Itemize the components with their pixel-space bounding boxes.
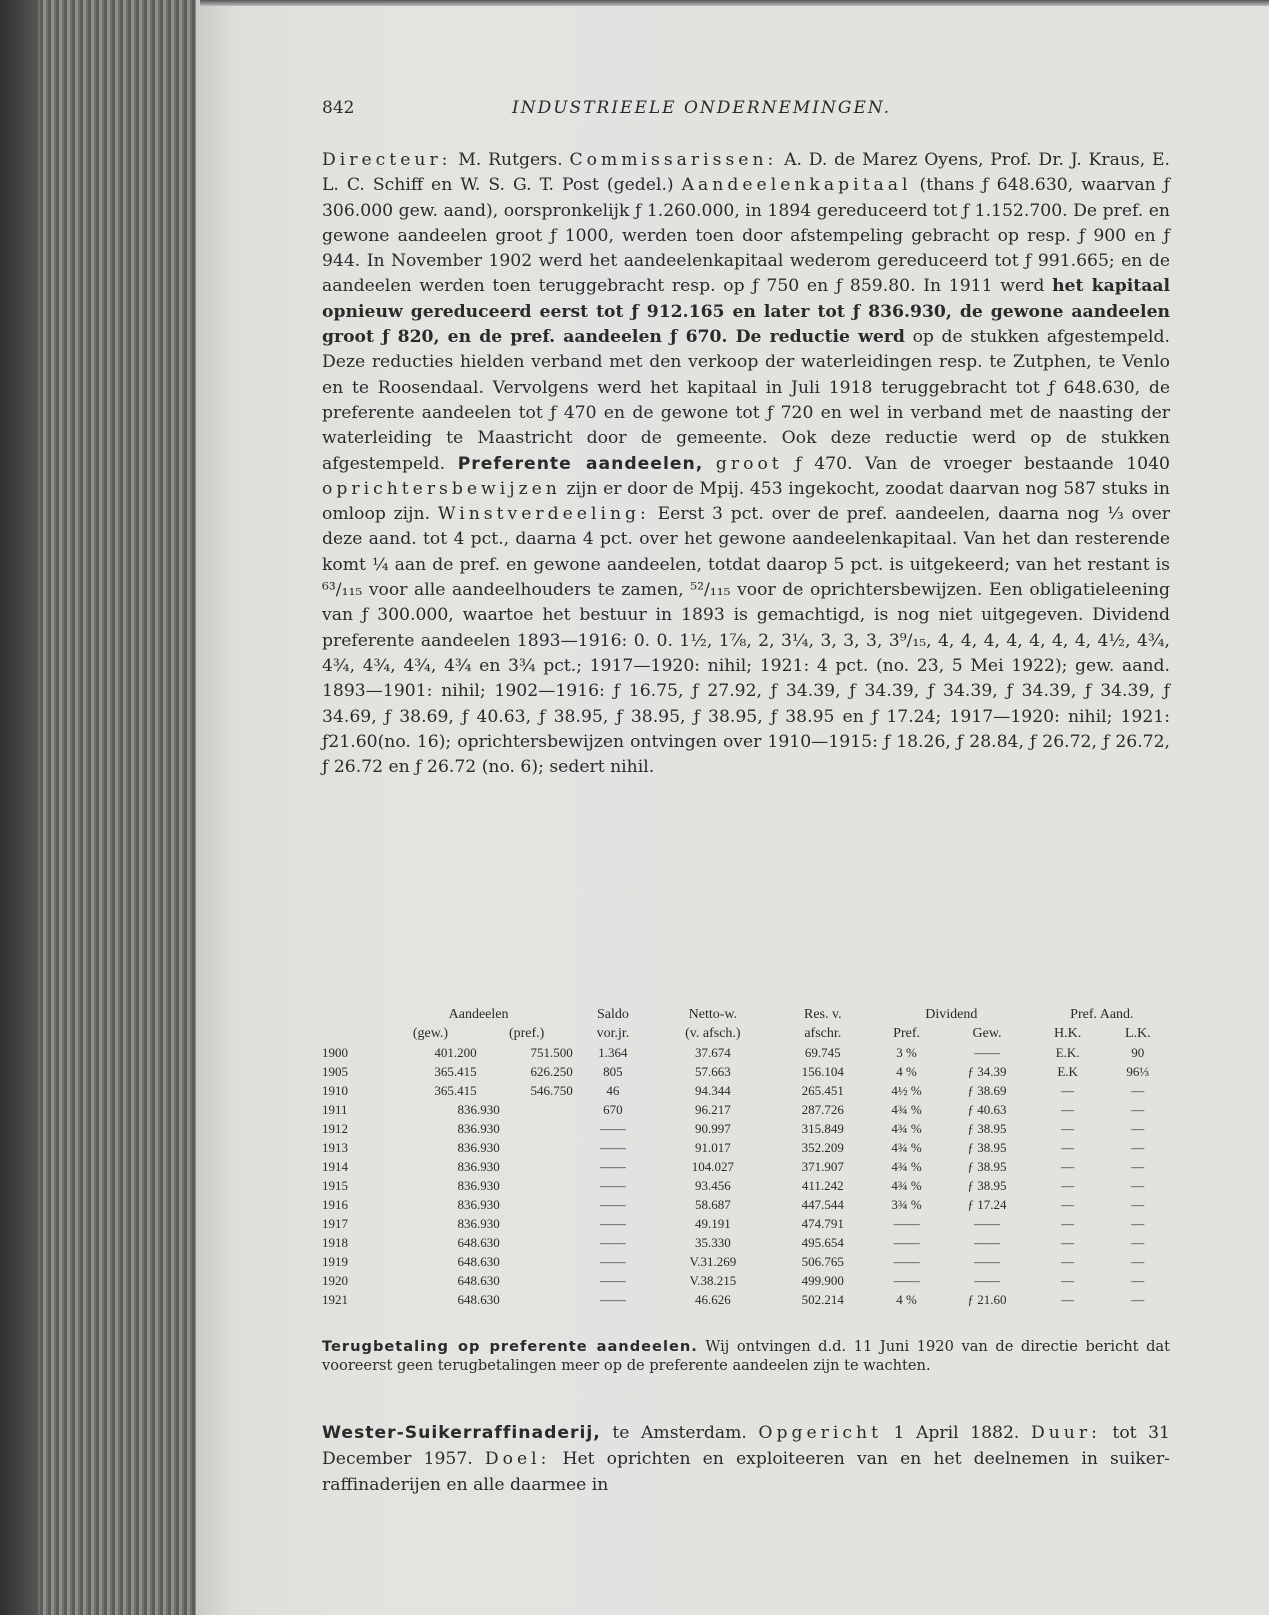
text-run: M. Rutgers. xyxy=(451,150,570,170)
table-cell: 90 xyxy=(1131,1045,1145,1060)
next-entry-paragraph xyxy=(322,1420,1170,1498)
table-row xyxy=(320,1252,1172,1271)
table-cell: 1916 xyxy=(322,1197,348,1212)
page-number: 842 xyxy=(322,98,355,118)
table-cell: 626.250 xyxy=(530,1064,573,1079)
table-cell: — xyxy=(1131,1254,1145,1269)
table-cell: 1919 xyxy=(322,1254,348,1269)
table-cell: —— xyxy=(893,1254,920,1269)
table-cell: 96.217 xyxy=(694,1102,731,1117)
table-cell: 1917 xyxy=(322,1216,348,1231)
table-cell: 1911 xyxy=(322,1102,348,1117)
table-cell: E.K xyxy=(1057,1064,1078,1079)
table-cell: 96⅓ xyxy=(1126,1064,1150,1079)
text-run: Preferente aandeelen, xyxy=(457,453,704,474)
table-cell: 401.200 xyxy=(434,1045,477,1060)
table-cell: 648.630 xyxy=(457,1273,500,1288)
table-cell: 836.930 xyxy=(457,1216,500,1231)
table-cell: 90.997 xyxy=(694,1121,731,1136)
table-cell: — xyxy=(1131,1140,1145,1155)
table-cell: — xyxy=(1061,1121,1075,1136)
table-cell: 495.654 xyxy=(801,1235,844,1250)
table-cell: 648.630 xyxy=(457,1235,500,1250)
table-cell: 648.630 xyxy=(457,1254,500,1269)
text-run: tot 31 December 1957. xyxy=(322,1423,1170,1469)
running-title: INDUSTRIEELE ONDERNEMINGEN. xyxy=(512,98,892,118)
table-cell: 4¾ % xyxy=(891,1121,922,1136)
table-cell: ƒ 17.24 xyxy=(967,1197,1007,1212)
table-cell: 4¾ % xyxy=(891,1102,922,1117)
table-cell: 474.791 xyxy=(801,1216,844,1231)
text-run: ƒ 470. Van de vroeger bestaande 1040 xyxy=(782,453,1170,474)
text-run: Commissarissen: xyxy=(569,150,778,170)
table-cell: —— xyxy=(974,1235,1001,1250)
table-cell: 805 xyxy=(603,1064,623,1079)
text-run xyxy=(703,454,716,474)
table-cell: — xyxy=(1131,1159,1145,1174)
subheader-hk: H.K. xyxy=(1054,1026,1082,1041)
text-run: Directeur: xyxy=(322,150,452,170)
table-cell: 1913 xyxy=(322,1140,348,1155)
table-cell: — xyxy=(1061,1197,1075,1212)
table-cell: 365.415 xyxy=(434,1064,477,1079)
subheader-div-pref: Pref. xyxy=(893,1026,920,1041)
table-cell: — xyxy=(1061,1216,1075,1231)
table-cell: —— xyxy=(599,1159,626,1174)
table-cell: —— xyxy=(893,1216,920,1231)
table-cell: — xyxy=(1131,1083,1145,1098)
table-cell: E.K. xyxy=(1055,1045,1080,1060)
table-cell: 35.330 xyxy=(694,1235,731,1250)
table-cell: 4¾ % xyxy=(891,1178,922,1193)
table-cell: 751.500 xyxy=(530,1045,573,1060)
text-run: Wester-Suikerraffinaderij, xyxy=(322,1423,601,1443)
text-run: het kapitaal opnieuw gereduceerd eerst tot ƒ 912.165 en later tot ƒ 836.930, de gewone aandeelen groot ƒ 820, en de pref. aandeelen ƒ 670. De reductie werd xyxy=(322,276,1170,348)
table-cell: 49.191 xyxy=(694,1216,731,1231)
table-cell: — xyxy=(1061,1178,1075,1193)
table-cell: 4½ % xyxy=(891,1083,922,1098)
table-row xyxy=(320,1157,1172,1176)
subheader-vorjr: vor.jr. xyxy=(596,1026,630,1041)
table-cell: 1915 xyxy=(322,1178,348,1193)
table-row xyxy=(320,1138,1172,1157)
note-paragraph xyxy=(322,1337,1170,1375)
table-row xyxy=(320,1233,1172,1252)
text-run: Duur: xyxy=(1030,1423,1101,1443)
financial-table xyxy=(320,1005,1172,1309)
text-run: zijn er door de Mpij. 453 ingekocht, zoodat daarvan nog 587 stuks in omloop zijn. xyxy=(322,478,1170,525)
text-run: te Amsterdam. xyxy=(600,1423,759,1443)
table-cell: 352.209 xyxy=(801,1140,844,1155)
table-cell: 1905 xyxy=(322,1064,348,1079)
table-cell: — xyxy=(1131,1292,1145,1307)
table-cell: — xyxy=(1061,1235,1075,1250)
table-cell: 836.930 xyxy=(457,1178,500,1193)
table-cell: —— xyxy=(599,1235,626,1250)
table-cell: 4 % xyxy=(896,1064,917,1079)
table-row xyxy=(320,1062,1172,1081)
header-dividend: Dividend xyxy=(925,1007,978,1022)
text-run: Winstverdeeling: xyxy=(437,504,650,525)
table-cell: 1910 xyxy=(322,1083,348,1098)
subheader-lk: L.K. xyxy=(1124,1026,1151,1041)
table-cell: 3¾ % xyxy=(891,1197,922,1212)
table-cell: — xyxy=(1131,1235,1145,1250)
table-row xyxy=(320,1214,1172,1233)
text-run: (thans ƒ 648.630, waarvan ƒ 306.000 gew. aand), oorspronkelijk ƒ 1.260.000, in 1894 gereduceerd tot ƒ 1.152.700. De pref. en gewone aandeelen groot ƒ 1000, werden toen door afstempeling gebracht op resp. ƒ 900 en ƒ 944. In November 1902 werd het aandeelenkapitaal wederom gereduceerd tot ƒ 991.665; en de aandeelen werden toen teruggebracht resp. op ƒ 750 en ƒ 859.80. In 1911 werd xyxy=(322,175,1170,297)
table-cell: 4¾ % xyxy=(891,1140,922,1155)
table-row xyxy=(320,1290,1172,1309)
table-cell: 1914 xyxy=(322,1159,348,1174)
table-cell: 546.750 xyxy=(530,1083,573,1098)
text-run: op de stukken afgestempeld. Deze reducties hielden verband met den verkoop der waterleidingen resp. te Zutphen, te Venlo en te Roosendaal. Vervolgens werd het kapitaal in Juli 1918 teruggebracht tot ƒ 648.630, de preferente aandeelen tot ƒ 470 en de gewone tot ƒ 720 en wel in verband met de naasting der waterleiding te Maastricht door de gemeente. Ook deze reductie werd op de stukken afgestempeld. xyxy=(322,327,1170,474)
table-cell: —— xyxy=(599,1140,626,1155)
text-run: Aandeelenkapitaal xyxy=(681,175,912,196)
table-cell: 46.626 xyxy=(694,1292,731,1307)
table-subheader-row xyxy=(320,1024,1172,1043)
table-cell: ƒ 38.95 xyxy=(967,1178,1007,1193)
table-cell: 315.849 xyxy=(801,1121,844,1136)
next-company-entry xyxy=(322,1420,1170,1498)
table-cell: 836.930 xyxy=(457,1197,500,1212)
table-cell: —— xyxy=(893,1235,920,1250)
text-run: groot xyxy=(715,453,783,474)
table-cell: —— xyxy=(974,1254,1001,1269)
table-cell: 447.544 xyxy=(801,1197,844,1212)
table-cell: 91.017 xyxy=(694,1140,731,1155)
page-top-edge xyxy=(200,0,1269,6)
table-cell: —— xyxy=(974,1273,1001,1288)
table-cell: 836.930 xyxy=(457,1102,500,1117)
text-run: 1 April 1882. xyxy=(881,1423,1031,1443)
table-cell: — xyxy=(1131,1216,1145,1231)
table-cell: 46 xyxy=(606,1083,620,1098)
table-cell: 365.415 xyxy=(434,1083,477,1098)
book-spine-shadow xyxy=(0,0,38,1615)
table-cell: 3 % xyxy=(896,1045,917,1060)
table-cell: 670 xyxy=(603,1102,623,1117)
table-cell: 287.726 xyxy=(801,1102,844,1117)
text-run: Het oprichten en exploiteeren van en het deelnemen in suiker-raffinaderijen en alle daarmee in xyxy=(322,1449,1170,1495)
table-cell: ƒ 38.95 xyxy=(967,1140,1007,1155)
table-cell: — xyxy=(1131,1121,1145,1136)
table-cell: —— xyxy=(599,1178,626,1193)
table-cell: —— xyxy=(599,1197,626,1212)
table-cell: 1912 xyxy=(322,1121,348,1136)
table-cell: 94.344 xyxy=(694,1083,731,1098)
text-run: Doel: xyxy=(484,1449,551,1469)
table-cell: 836.930 xyxy=(457,1159,500,1174)
table-cell: —— xyxy=(599,1121,626,1136)
header-year xyxy=(320,1005,382,1024)
note-text: Wij ontvingen d.d. 11 Juni 1920 van de directie bericht dat vooreerst geen terugbetalingen meer op de preferente aandeelen zijn te wachten. xyxy=(322,1338,1170,1374)
table-cell: 502.214 xyxy=(801,1292,844,1307)
table-row xyxy=(320,1176,1172,1195)
table-cell: 1920 xyxy=(322,1273,348,1288)
table-cell: 104.027 xyxy=(691,1159,734,1174)
subheader-gew: (gew.) xyxy=(412,1026,449,1041)
table-cell: 69.745 xyxy=(804,1045,841,1060)
table-cell: ƒ 38.95 xyxy=(967,1121,1007,1136)
header-aandeelen: Aandeelen xyxy=(448,1007,509,1022)
header-netto: Netto-w. xyxy=(688,1007,738,1022)
text-run: A. D. de Marez Oyens, Prof. Dr. J. Kraus, E. L. C. Schiff en W. S. G. T. Post (gedel.) xyxy=(322,150,1171,196)
table-cell: — xyxy=(1061,1140,1075,1155)
table-cell: —— xyxy=(893,1273,920,1288)
table-cell: V.31.269 xyxy=(689,1254,737,1269)
repayment-note xyxy=(322,1337,1170,1375)
table-cell: — xyxy=(1061,1292,1075,1307)
subheader-div-gew: Gew. xyxy=(972,1026,1002,1041)
table-cell: —— xyxy=(599,1273,626,1288)
table-cell: —— xyxy=(599,1292,626,1307)
table-cell: 1900 xyxy=(322,1045,348,1060)
table-cell: —— xyxy=(974,1216,1001,1231)
text-run: Opgericht xyxy=(758,1423,882,1443)
table-cell: 93.456 xyxy=(694,1178,731,1193)
subheader-afschr: afschr. xyxy=(804,1026,842,1041)
table-cell: —— xyxy=(599,1254,626,1269)
table-body xyxy=(320,1043,1172,1309)
table-cell: ƒ 34.39 xyxy=(967,1064,1007,1079)
table-cell: 156.104 xyxy=(801,1064,844,1079)
table-cell: 499.900 xyxy=(801,1273,844,1288)
table-row xyxy=(320,1195,1172,1214)
table-cell: 371.907 xyxy=(801,1159,844,1174)
table-cell: — xyxy=(1061,1273,1075,1288)
header-saldo: Saldo xyxy=(596,1007,629,1022)
page-header xyxy=(322,98,1122,122)
table-cell: 1918 xyxy=(322,1235,348,1250)
table-row xyxy=(320,1271,1172,1290)
note-label: Terugbetaling op preferente aandeelen. xyxy=(322,1338,698,1355)
table-row xyxy=(320,1119,1172,1138)
table-row xyxy=(320,1100,1172,1119)
table-header-row xyxy=(320,1005,1172,1024)
subheader-pref: (pref.) xyxy=(508,1026,545,1041)
table-cell: 836.930 xyxy=(457,1140,500,1155)
table-cell: 648.630 xyxy=(457,1292,500,1307)
table-cell: ƒ 40.63 xyxy=(967,1102,1007,1117)
table-cell: ƒ 21.60 xyxy=(967,1292,1007,1307)
table-row xyxy=(320,1043,1172,1062)
header-pref-aand: Pref. Aand. xyxy=(1070,1007,1134,1022)
company-entry-body xyxy=(322,148,1170,780)
table-cell: — xyxy=(1131,1197,1145,1212)
subheader-afsch: (v. afsch.) xyxy=(685,1026,741,1041)
table-cell: ƒ 38.69 xyxy=(967,1083,1007,1098)
table-cell: — xyxy=(1061,1159,1075,1174)
table-cell: —— xyxy=(599,1216,626,1231)
table-cell: 4 % xyxy=(896,1292,917,1307)
table-cell: — xyxy=(1061,1083,1075,1098)
table-cell: — xyxy=(1061,1254,1075,1269)
table-cell: 1921 xyxy=(322,1292,348,1307)
subheader-year xyxy=(320,1024,382,1043)
table-cell: V.38.215 xyxy=(689,1273,737,1288)
table-cell: 58.687 xyxy=(694,1197,731,1212)
text-run: Eerst 3 pct. over de pref. aandeelen, daarna nog ⅓ over deze aand. tot 4 pct., daarna 4 pct. over het gewone aandeelenkapitaal. Van het dan resterende komt ¼ aan de pref. en gewone aandeelen, totdat daarop 5 pct. is uitgekeerd; van het restant is ⁶³/₁₁₅ voor alle aandeelhouders te zamen, ⁵²/₁₁₅ voor de oprichtersbewijzen. Een obligatieleening van ƒ 300.000, waartoe het bestuur in 1893 is gemachtigd, is nog niet uitgegeven. Dividend preferente aandeelen 1893—1916: 0. 0. 1½, 1⅞, 2, 3¼, 3, 3, 3, 3⁹/₁₅, 4, 4, 4, 4, 4, 4, 4, 4½, 4¾, 4¾, 4¾, 4¾, 4¾ en 3¾ pct.; 1917—1920: nihil; 1921: 4 pct. (no. 23, 5 Mei 1922); gew. aand. 1893—1901: nihil; 1902—1916: ƒ 16.75, ƒ 27.92, ƒ 34.39, ƒ 34.39, ƒ 34.39, ƒ 34.39, ƒ 34.39, ƒ 34.69, ƒ 38.69, ƒ 40.63, ƒ 38.95, ƒ 38.95, ƒ 38.95, ƒ 38.95 en ƒ 17.24; 1917—1920: nihil; 1921: ƒ21.60(no. 16); oprichtersbewijzen ontvingen over 1910—1915: ƒ 18.26, ƒ 28.84, ƒ 26.72, ƒ 26.72, ƒ 26.72 en ƒ 26.72 (no. 6); sedert nihil. xyxy=(322,504,1170,778)
table-cell: 411.242 xyxy=(801,1178,844,1193)
body-paragraph xyxy=(322,148,1170,780)
table-cell: —— xyxy=(974,1045,1001,1060)
table-cell: 57.663 xyxy=(694,1064,731,1079)
table-cell: 506.765 xyxy=(801,1254,844,1269)
table-cell: 265.451 xyxy=(801,1083,844,1098)
table-row xyxy=(320,1081,1172,1100)
table-cell: 4¾ % xyxy=(891,1159,922,1174)
table-cell: 37.674 xyxy=(694,1045,731,1060)
table-cell: — xyxy=(1131,1273,1145,1288)
table-cell: ƒ 38.95 xyxy=(967,1159,1007,1174)
table-cell: — xyxy=(1061,1102,1075,1117)
header-res: Res. v. xyxy=(803,1007,842,1022)
table-cell: — xyxy=(1131,1102,1145,1117)
table-cell: — xyxy=(1131,1178,1145,1193)
table-cell: 1.364 xyxy=(598,1045,628,1060)
table-cell: 836.930 xyxy=(457,1121,500,1136)
text-run: oprichtersbewijzen xyxy=(322,478,561,499)
